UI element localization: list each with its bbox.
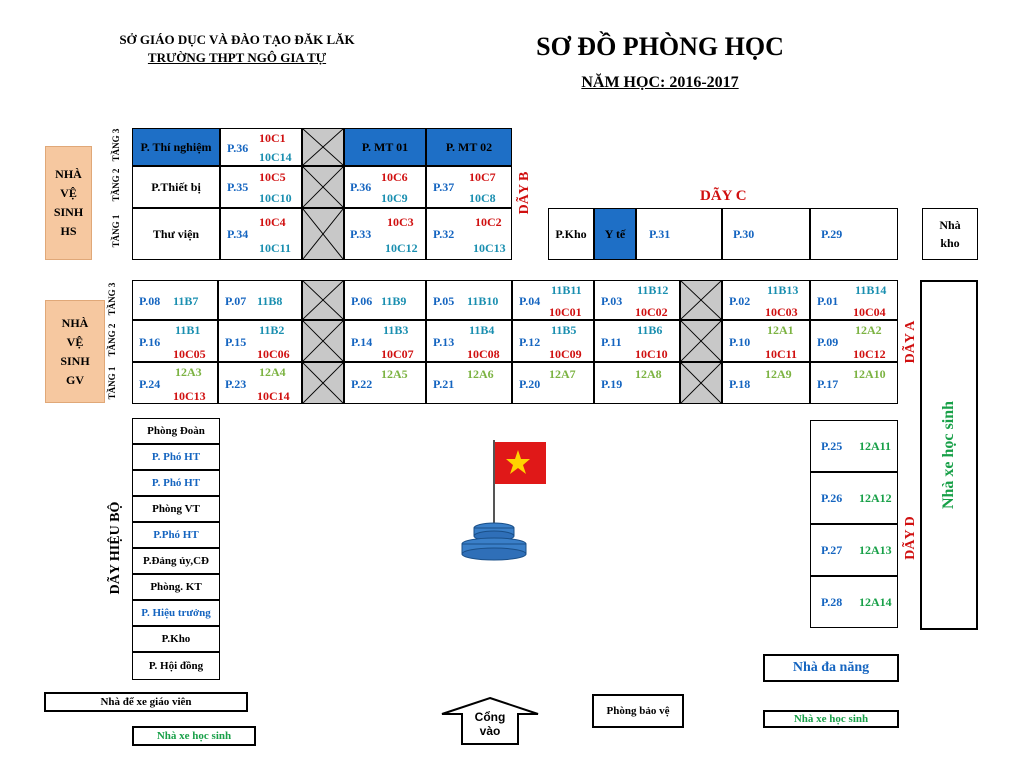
floor2-label-a: TẦNG 2 <box>107 323 117 357</box>
staircase <box>302 128 344 166</box>
flagpole-icon <box>456 432 546 572</box>
class-label: 11B9 <box>381 294 407 308</box>
classroom <box>512 362 594 404</box>
room-number: P.37 <box>433 180 455 194</box>
class-label: 11B6 <box>637 323 663 337</box>
room-number: P.17 <box>817 377 839 391</box>
class-label: 10C10 <box>259 191 292 205</box>
admin-room: P. Hội đồng <box>132 652 220 680</box>
room-number: P.15 <box>225 335 247 349</box>
warehouse-label: Nhà kho <box>939 218 961 250</box>
class-label: 10C09 <box>549 347 582 361</box>
room-number: P.08 <box>139 294 161 308</box>
school-year: NĂM HỌC: 2016-2017 <box>581 74 739 91</box>
computer-room-02 <box>426 128 512 166</box>
class-label: 11B8 <box>257 294 283 308</box>
admin-room: P.Đảng ủy,CĐ <box>132 548 220 574</box>
day-d-label: DÃY D <box>903 516 918 560</box>
class-label: 10C14 <box>259 150 292 164</box>
room-number: P.16 <box>139 335 161 349</box>
class-label: 10C06 <box>257 347 290 361</box>
class-label: 10C07 <box>381 347 414 361</box>
student-parking-left <box>132 726 256 746</box>
class-label: 12A8 <box>635 367 662 381</box>
classroom <box>722 320 810 362</box>
classroom <box>512 280 594 320</box>
class-label: 10C03 <box>765 305 798 319</box>
class-label: 10C3 <box>387 215 414 229</box>
classroom-p36b <box>344 166 426 208</box>
class-label: 12A14 <box>859 595 892 609</box>
class-label: 12A12 <box>859 491 892 505</box>
class-label: 10C12 <box>853 347 886 361</box>
room-number: P.18 <box>729 377 751 391</box>
class-label: 11B4 <box>469 323 495 337</box>
class-label: 10C02 <box>635 305 668 319</box>
class-label: 12A6 <box>467 367 494 381</box>
class-label: 11B11 <box>551 283 582 297</box>
teacher-parking-label: Nhà để xe giáo viên <box>100 696 192 708</box>
class-label: 12A11 <box>859 439 892 453</box>
student-parking-left-label: Nhà xe học sinh <box>156 730 232 742</box>
room-number: P.13 <box>433 335 455 349</box>
library-room <box>132 208 220 260</box>
class-label: 11B14 <box>855 283 887 297</box>
room-number: P.21 <box>433 377 455 391</box>
floor3-label-b: TẦNG 3 <box>111 128 121 162</box>
staircase <box>302 362 344 404</box>
class-label: 10C4 <box>259 215 286 229</box>
lab-room-label: P. Thí nghiệm <box>140 140 212 154</box>
classroom <box>810 576 898 628</box>
classroom <box>426 362 512 404</box>
classroom-p32 <box>426 208 512 260</box>
classroom <box>512 320 594 362</box>
class-label: 12A9 <box>765 367 792 381</box>
room-number: P.12 <box>519 335 541 349</box>
multipurpose-hall <box>763 654 899 682</box>
classroom <box>344 280 426 320</box>
class-label: 12A5 <box>381 367 408 381</box>
equipment-room <box>132 166 220 208</box>
classroom <box>594 320 680 362</box>
class-label: 10C10 <box>635 347 668 361</box>
classroom <box>344 320 426 362</box>
class-label: 12A2 <box>855 323 882 337</box>
floor1-label-a: TẦNG 1 <box>107 366 117 400</box>
admin-block-label: DÃY HIỆU BỘ <box>108 501 123 595</box>
department-title: SỞ GIÁO DỤC VÀ ĐÀO TẠO ĐĂK LĂK <box>119 32 355 47</box>
class-label: 10C08 <box>467 347 500 361</box>
class-label: 11B13 <box>767 283 799 297</box>
class-label: 10C05 <box>173 347 206 361</box>
floor1-label-b: TẦNG 1 <box>111 214 121 248</box>
classroom-p30 <box>722 208 810 260</box>
admin-room: Phòng. KT <box>132 574 220 600</box>
room-number: P.20 <box>519 377 541 391</box>
staircase <box>302 320 344 362</box>
room-number: P.23 <box>225 377 247 391</box>
room-number: P.14 <box>351 335 373 349</box>
class-label: 11B3 <box>383 323 409 337</box>
class-label: 10C6 <box>381 170 408 184</box>
class-label: 10C13 <box>473 241 506 255</box>
classroom <box>810 420 898 472</box>
room-number: P.24 <box>139 377 161 391</box>
class-label: 12A3 <box>175 365 202 379</box>
class-label: 10C04 <box>853 305 886 319</box>
class-label: 11B5 <box>551 323 577 337</box>
class-label: 10C11 <box>765 347 798 361</box>
school-title: TRƯỜNG THPT NGÔ GIA TỰ <box>147 50 327 65</box>
class-label: 10C8 <box>469 191 496 205</box>
room-number: P.29 <box>821 227 843 241</box>
classroom <box>132 320 218 362</box>
staircase <box>680 362 722 404</box>
classroom <box>426 320 512 362</box>
equipment-room-label: P.Thiết bị <box>151 180 201 194</box>
medical-room <box>594 208 636 260</box>
computer-room-02-label: P. MT 02 <box>445 140 493 154</box>
wc-teachers-label: NHÀ VỆ SINH GV <box>60 315 90 387</box>
medical-room-label: Y tế <box>604 227 626 241</box>
class-label: 10C2 <box>475 215 502 229</box>
staircase <box>302 208 344 260</box>
class-label: 10C11 <box>259 241 292 255</box>
classroom-p37 <box>426 166 512 208</box>
classroom <box>722 280 810 320</box>
class-label: 11B1 <box>175 323 201 337</box>
student-parking-side <box>920 280 978 630</box>
wc-students <box>45 146 92 260</box>
classroom <box>594 362 680 404</box>
classroom-p29 <box>810 208 898 260</box>
page-title: SƠ ĐỒ PHÒNG HỌC <box>536 32 784 61</box>
classroom-p35 <box>220 166 302 208</box>
room-number: P.02 <box>729 294 751 308</box>
classroom <box>594 280 680 320</box>
class-label: 11B7 <box>173 294 199 308</box>
classroom <box>810 320 898 362</box>
classroom <box>132 280 218 320</box>
multipurpose-hall-label: Nhà đa năng <box>792 660 870 675</box>
class-label: 12A13 <box>859 543 892 557</box>
admin-room: Phòng VT <box>132 496 220 522</box>
room-number: P.10 <box>729 335 751 349</box>
room-number: P.04 <box>519 294 541 308</box>
wc-teachers <box>45 300 105 403</box>
classroom <box>344 362 426 404</box>
room-number: P.35 <box>227 180 249 194</box>
room-number: P.34 <box>227 227 249 241</box>
guard-room <box>592 694 684 728</box>
class-label: 10C5 <box>259 170 286 184</box>
floor2-label-b: TẦNG 2 <box>111 168 121 202</box>
class-label: 12A1 <box>767 323 794 337</box>
staircase <box>302 166 344 208</box>
class-label: 10C14 <box>257 389 290 403</box>
guard-room-label: Phòng bảo vệ <box>606 705 670 717</box>
teacher-parking <box>44 692 248 712</box>
class-label: 12A7 <box>549 367 576 381</box>
staircase <box>680 280 722 320</box>
classroom <box>426 280 512 320</box>
room-number: P.30 <box>733 227 755 241</box>
class-label: 11B2 <box>259 323 285 337</box>
wc-students-label: NHÀ VỆ SINH HS <box>53 167 84 238</box>
room-number: P.36 <box>350 180 372 194</box>
classroom-p34 <box>220 208 302 260</box>
classroom <box>722 362 810 404</box>
classroom-p36 <box>220 128 302 166</box>
classroom <box>132 362 218 404</box>
staircase <box>680 320 722 362</box>
class-label: 10C9 <box>381 191 408 205</box>
admin-room: P.Kho <box>132 626 220 652</box>
classroom <box>810 280 898 320</box>
room-number: P.09 <box>817 335 839 349</box>
admin-room: Phòng Đoàn <box>132 418 220 444</box>
admin-room: P. Phó HT <box>132 470 220 496</box>
classroom <box>810 524 898 576</box>
class-label: 12A4 <box>259 365 286 379</box>
room-number: P.32 <box>433 227 455 241</box>
class-label: 10C1 <box>259 131 286 145</box>
class-label: 11B12 <box>637 283 669 297</box>
room-number: P.03 <box>601 294 623 308</box>
admin-room: P. Phó HT <box>132 444 220 470</box>
room-number: P.31 <box>649 227 671 241</box>
class-label: 11B10 <box>467 294 499 308</box>
room-number: P.11 <box>601 335 622 349</box>
room-number: P.26 <box>821 491 843 505</box>
admin-room: P. Hiệu trưởng <box>132 600 220 626</box>
day-c-label: DÃY C <box>700 188 747 204</box>
student-parking-bottom-label: Nhà xe học sinh <box>793 713 869 725</box>
class-label: 12A10 <box>853 367 886 381</box>
classroom <box>218 280 302 320</box>
classroom <box>218 362 302 404</box>
room-number: P.19 <box>601 377 623 391</box>
library-room-label: Thư viện <box>152 227 200 241</box>
student-parking-side-label: Nhà xe học sinh <box>940 400 957 510</box>
staircase <box>302 280 344 320</box>
class-label: 10C12 <box>385 241 418 255</box>
classroom-p31 <box>636 208 722 260</box>
lab-room <box>132 128 220 166</box>
classroom <box>218 320 302 362</box>
room-number: P.36 <box>227 141 249 155</box>
room-number: P.05 <box>433 294 455 308</box>
class-label: 10C01 <box>549 305 582 319</box>
floor3-label-a: TẦNG 3 <box>107 282 117 316</box>
day-b-label: DÃY B <box>517 171 532 215</box>
student-parking-bottom <box>763 710 899 728</box>
room-number: P.33 <box>350 227 372 241</box>
gate-label: Cổng vào <box>474 710 506 738</box>
room-number: P.28 <box>821 595 843 609</box>
computer-room-01-label: P. MT 01 <box>361 140 409 154</box>
storage-room-c <box>548 208 594 260</box>
computer-room-01 <box>344 128 426 166</box>
classroom-p33 <box>344 208 426 260</box>
classroom <box>810 472 898 524</box>
warehouse <box>922 208 978 260</box>
room-number: P.27 <box>821 543 843 557</box>
room-number: P.07 <box>225 294 247 308</box>
class-label: 10C7 <box>469 170 496 184</box>
storage-room-c-label: P.Kho <box>555 227 587 241</box>
room-number: P.22 <box>351 377 373 391</box>
day-a-label: DÃY A <box>903 320 918 364</box>
classroom <box>810 362 898 404</box>
room-number: P.06 <box>351 294 373 308</box>
room-number: P.01 <box>817 294 839 308</box>
room-number: P.25 <box>821 439 843 453</box>
admin-room: P.Phó HT <box>132 522 220 548</box>
class-label: 10C13 <box>173 389 206 403</box>
